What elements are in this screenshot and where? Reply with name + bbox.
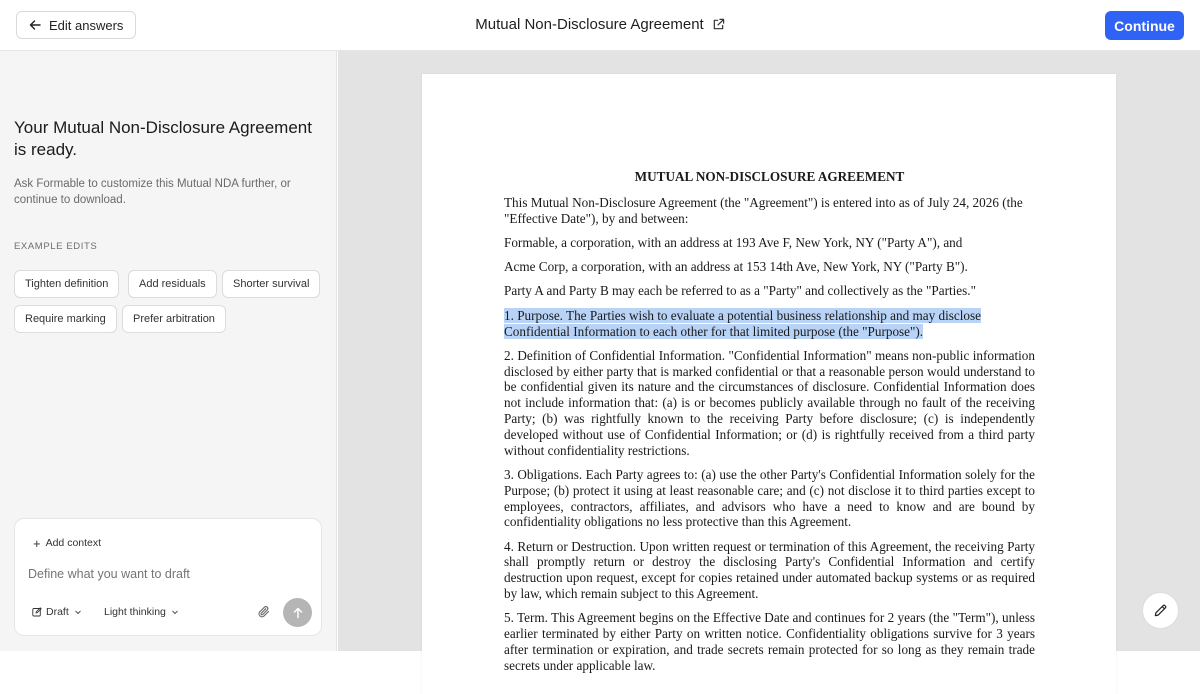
edit-answers-label: Edit answers <box>49 17 124 33</box>
send-button[interactable] <box>283 598 312 627</box>
composer <box>14 518 322 636</box>
doc-paragraph: Party A and Party B may each be referred to as a "Party" and collectively as the "Parties." <box>504 283 976 299</box>
doc-paragraph: Acme Corp, a corporation, with an address at 153 14th Ave, New York, NY ("Party B"). <box>504 259 968 275</box>
thinking-selector[interactable] <box>104 602 180 622</box>
ready-title: Your Mutual Non-Disclosure Agreement is ready. <box>14 118 312 159</box>
draft-input[interactable] <box>28 567 308 581</box>
mode-selector[interactable] <box>32 602 83 622</box>
chip-prefer-arbitration[interactable]: Prefer arbitration <box>122 305 226 333</box>
doc-paragraph: 4. Return or Destruction. Upon written request or termination of this Agreement, the receiving Party shall promptly return or destroy the disclosing Party's Confidential Information and certify destruction upon request, except for copies retained under automated backup systems or as required by law, which remain subject to this Agreement. <box>504 538 1035 602</box>
edit-document-button[interactable] <box>1142 592 1179 629</box>
chip-require-marking[interactable]: Require marking <box>14 305 117 333</box>
document-preview <box>338 51 1200 673</box>
document-page <box>422 74 1116 694</box>
add-context-button[interactable] <box>27 533 107 553</box>
arrow-up-icon <box>292 607 304 619</box>
chip-tighten-definition[interactable]: Tighten definition <box>14 270 119 298</box>
plus-icon: + <box>33 535 41 551</box>
document-title: Mutual Non-Disclosure Agreement <box>475 16 704 33</box>
ready-subtitle: Ask Formable to customize this Mutual NDA further, or continue to download. <box>14 178 291 206</box>
add-context-label: Add context <box>45 537 102 549</box>
doc-paragraph: 2. Definition of Confidential Information. "Confidential Information" means non-public information disclosed by either party that is marked confidential or that a reasonable person would understand to be confidential given its nature and the circumstances of disclosure. Confidential Information does not include information that: (a) is or becomes publicly available through no fault of the receiving Party; (b) was rightfully known to the receiving Party before disclosure; (c) is independently developed without use of Confidential Information; or (d) is rightfully received from a third party without confidentiality restrictions. <box>504 347 1035 458</box>
chevron-down-icon <box>170 607 180 617</box>
mode-label: Draft <box>46 606 69 618</box>
doc-paragraph: 5. Term. This Agreement begins on the Effective Date and continues for 2 years (the "Term"), unless earlier terminated by either Party on written notice. Confidentiality obligations survive for 3 years after termination or expiration, and trade secrets remain protected for so long as they remain trade secrets under applicable law. <box>504 610 1035 673</box>
arrow-left-icon <box>29 19 41 31</box>
document-body <box>504 169 1035 682</box>
example-edits-label: EXAMPLE EDITS <box>14 241 98 252</box>
doc-paragraph: This Mutual Non-Disclosure Agreement (the "Agreement") is entered into as of July 24, 2026 (the "Effective Date"), by and between: <box>504 194 1023 226</box>
continue-button[interactable]: Continue <box>1105 11 1184 40</box>
edit-answers-button[interactable] <box>16 11 136 39</box>
sidebar <box>0 51 337 651</box>
doc-paragraph: 3. Obligations. Each Party agrees to: (a) use the other Party's Confidential Information solely for the Purpose; (b) protect it using at least reasonable care; and (c) not disclose it to third parties except to employees, contractors, affiliates, and advisors who have a need to know and are bound by confidentiality obligations no less protective than this Agreement. <box>504 466 1035 530</box>
chip-shorter-survival[interactable]: Shorter survival <box>222 270 320 298</box>
highlighted-text: 1. Purpose. The Parties wish to evaluate a potential business relationship and may disclose Confidential Information to each other for that limited purpose (the "Purpose"). <box>504 307 981 339</box>
document-heading: MUTUAL NON-DISCLOSURE AGREEMENT <box>634 169 905 184</box>
doc-paragraph-highlighted[interactable] <box>504 308 1035 340</box>
chevron-down-icon <box>73 607 83 617</box>
top-bar <box>0 0 1200 51</box>
chip-add-residuals[interactable]: Add residuals <box>128 270 217 298</box>
document-title-group <box>0 16 1200 33</box>
pencil-square-icon <box>32 607 42 617</box>
pencil-icon <box>1153 603 1168 618</box>
thinking-label: Light thinking <box>104 606 166 618</box>
paperclip-icon[interactable] <box>257 605 271 619</box>
doc-paragraph: Formable, a corporation, with an address at 193 Ave F, New York, NY ("Party A"), and <box>504 234 963 250</box>
external-link-icon[interactable] <box>712 18 725 31</box>
